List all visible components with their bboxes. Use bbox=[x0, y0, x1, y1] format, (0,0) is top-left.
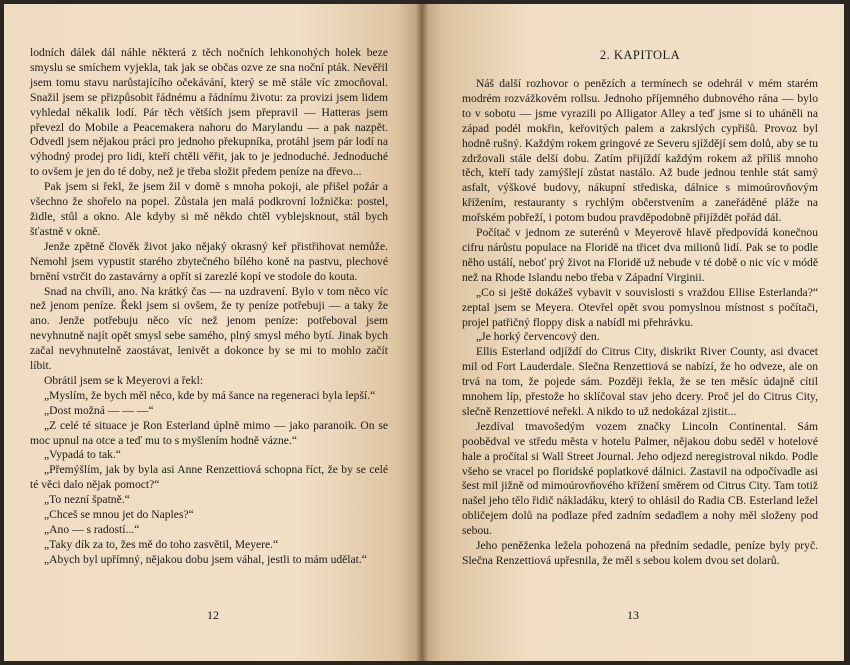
paragraph: Náš další rozhovor o penězích a termínech se odehrál v mém starém modrém rozvážkovém rollsu. Jednoho příjemného dubnového rána — bylo to v sobotu — jsme vyrazili po Alligator Alley a teď jsme si to uháněli na západ podél mokřin, keřovitých palem a zakrslých cypřišů. Provoz byl hodně rušný. Každým rokem gringové ze Severu sjíždějí sem dolů, aby se tu zdržovali stále delší dobu. Zatím přijíždí každým rokem až příliš mnoho těch, kteří tady zamýšlejí zůstat nastálo. Až bude jednou tenhle stát samý asfalt, výškové budovy, nákupní střediska, dálnice s mimoúrovňovým křížením, restauranty s rychlým občerstvením a zaneřáděné pláže na mořském pobřeží, i potom budou pravděpodobně přijíždět pořád dál. bbox=[462, 77, 818, 225]
paragraph: Jezdíval tmavošedým vozem značky Lincoln Continental. Sám poobědval ve středu města v hotelu Palmer, nějakou dobu seděl v hotelové hale a pročítal si Wall Street Journal. Jeho odjezd neregistroval nikdo. Podle všeho se vracel po floridské poplatkové dálnici. Zastavil na odpočívadle asi šest mil jižně od mimoúrovňového křížení směrem od Citrus City. Tam totiž našel jeho tělo řidič nákladáku, který to ohlásil do Radia CB. Esterland ležel obličejem dolů na podlaze před zadním sedadlem a nohy měl složeny pod sebou. bbox=[462, 419, 818, 538]
open-book bbox=[4, 4, 844, 661]
paragraph: Jeho peněženka ležela pohozená na předním sedadle, peníze byly pryč. Slečna Renzettiová upřesnila, že měl s sebou kolem dvou set dolarů. bbox=[462, 539, 818, 567]
paragraph: „Vypadá to tak.“ bbox=[44, 448, 121, 462]
right-page-number: 13 bbox=[627, 608, 639, 622]
chapter-title: 2. KAPITOLA bbox=[599, 48, 681, 62]
paragraph: Pak jsem si řekl, že jsem žil v domě s mnoha pokoji, ale přišel požár a všechno že shořelo na popel. Zůstala jen malá podkrovní ložnička: postel, židle, stůl a okno. Ale kdyby si mě někdo chtěl vyblejsknout, stál bych šťastně v okně. bbox=[30, 180, 388, 238]
paragraph: „Z celé té situace je Ron Esterland úplně mimo — jako paranoik. On se moc upnul na otce a teď mu to s myšlením hodně vázne.“ bbox=[30, 418, 388, 447]
paragraph: „Myslím, že bych měl něco, kde by má šance na regeneraci byla lepší.“ bbox=[44, 388, 376, 402]
paragraph: Obrátil jsem se k Meyerovi a řekl: bbox=[44, 373, 204, 387]
paragraph: Ellis Esterland odjíždí do Citrus City, diskrikt River County, asi dvacet mil od Fort Lauderdale. Slečna Renzettiová se nabízí, že ho odveze, ale on trvá na tom, že pojede sám. Později řekla, že se ten měsíc údajně cítil mnohem líp, přestože ho sklíčoval stav jeho dcery. Proč jel do Citrus City, slečně Renzettiové neřekl. A nikdo to už nedokázal zjistit... bbox=[462, 345, 818, 418]
paragraph: Počítač v jednom ze suterénů v Meyerově hlavě předpovídá konečnou cifru nárůstu populace na Floridě na třicet dva milionů lidí. Pak se to podle něho ustálí, neboť prý život na Floridě už nebude v té době o nic víc v módě než na Rhode Islandu nebo třeba v Západní Virginii. bbox=[462, 226, 818, 284]
paragraph: „Je horký červencový den. bbox=[476, 330, 600, 344]
right-page bbox=[422, 4, 844, 661]
paragraph: „Dost možná — — —“ bbox=[44, 403, 154, 417]
left-page-text bbox=[30, 46, 388, 568]
right-page-text bbox=[462, 77, 818, 569]
paragraph: Jenže zpětně člověk život jako nějaký okrasný keř přistřihovat nemůže. Nemohl jsem vypustit starého zbytečného bílého koně na pastvu, plechové brnění vstrčit do zastavárny a opřít si zarezlé kopí ve stodole do kouta. bbox=[30, 239, 388, 283]
book-spine bbox=[416, 4, 428, 661]
left-page bbox=[4, 4, 422, 661]
paragraph: „Ano — s radostí...“ bbox=[44, 523, 140, 536]
paragraph: „Chceš se mnou jet do Naples?“ bbox=[44, 508, 194, 522]
paragraph: „Abych byl upřímný, nějakou dobu jsem váhal, jestli to mám udělat.“ bbox=[44, 552, 367, 566]
paragraph: lodních dálek dál náhle některá z těch nočních lehkonohých holek beze smyslu se smíchem vyjekla, tak jak se občas ozve ze sna noční pták. Nevěřil jsem tomu stavu narůstajícího očekávání, který se mě stále víc zmocňoval. Snažil jsem se přizpůsobit řádnému a řádnímu životu: za provizi jsem lidem vyhledal někalik lodí. Pár těch větších jsem přepravil — Hatteras jsem převezl do Mobile a Peacemakera nahoru do Marylandu — a pak nazpět. Odvedl jsem nějakou práci pro jednoho překupníka, protáhl jsem pár lodí na výhodný prodej pro lidi, kteří chtěli věřit, jak to je jednoduché. Jednoduché to ovšem je jen do té doby, než je třeba složit předem peníze na dřevo... bbox=[30, 46, 388, 179]
paragraph: „Co si ještě dokážeš vybavit v souvislosti s vraždou Ellise Esterlanda?“ zeptal jsem se Meyera. Otevřel opět svou pomyslnou místnost s počítači, projel patřičný floppy disk a nabídl mi přehrávku. bbox=[462, 285, 818, 329]
left-page-number: 12 bbox=[207, 608, 219, 622]
paragraph: „Taky dík za to, žes mě do toho zasvětil, Meyere.“ bbox=[44, 537, 279, 551]
paragraph: „Přemýšlím, jak by byla asi Anne Renzettiová schopna říct, že by se celé té věci dalo nějak pomoct?“ bbox=[30, 463, 388, 492]
paragraph: „To nezní špatně.“ bbox=[44, 493, 130, 507]
paragraph: Snad na chvíli, ano. Na krátký čas — na uzdravení. Bylo v tom něco víc než jenom peníze. Řekl jsem si ovšem, že ty peníze potřebuji — a taky že ano. Jenže potřebuju něco víc než jenom peníze: potřeboval jsem nevyhnutně najít opět smysl sebe samého, plný smysl mého bytí. Jinak bych začal nevyhnutelně zaostávat, lenivět a dokonce by se mi to mohlo začít líbit. bbox=[30, 284, 388, 373]
